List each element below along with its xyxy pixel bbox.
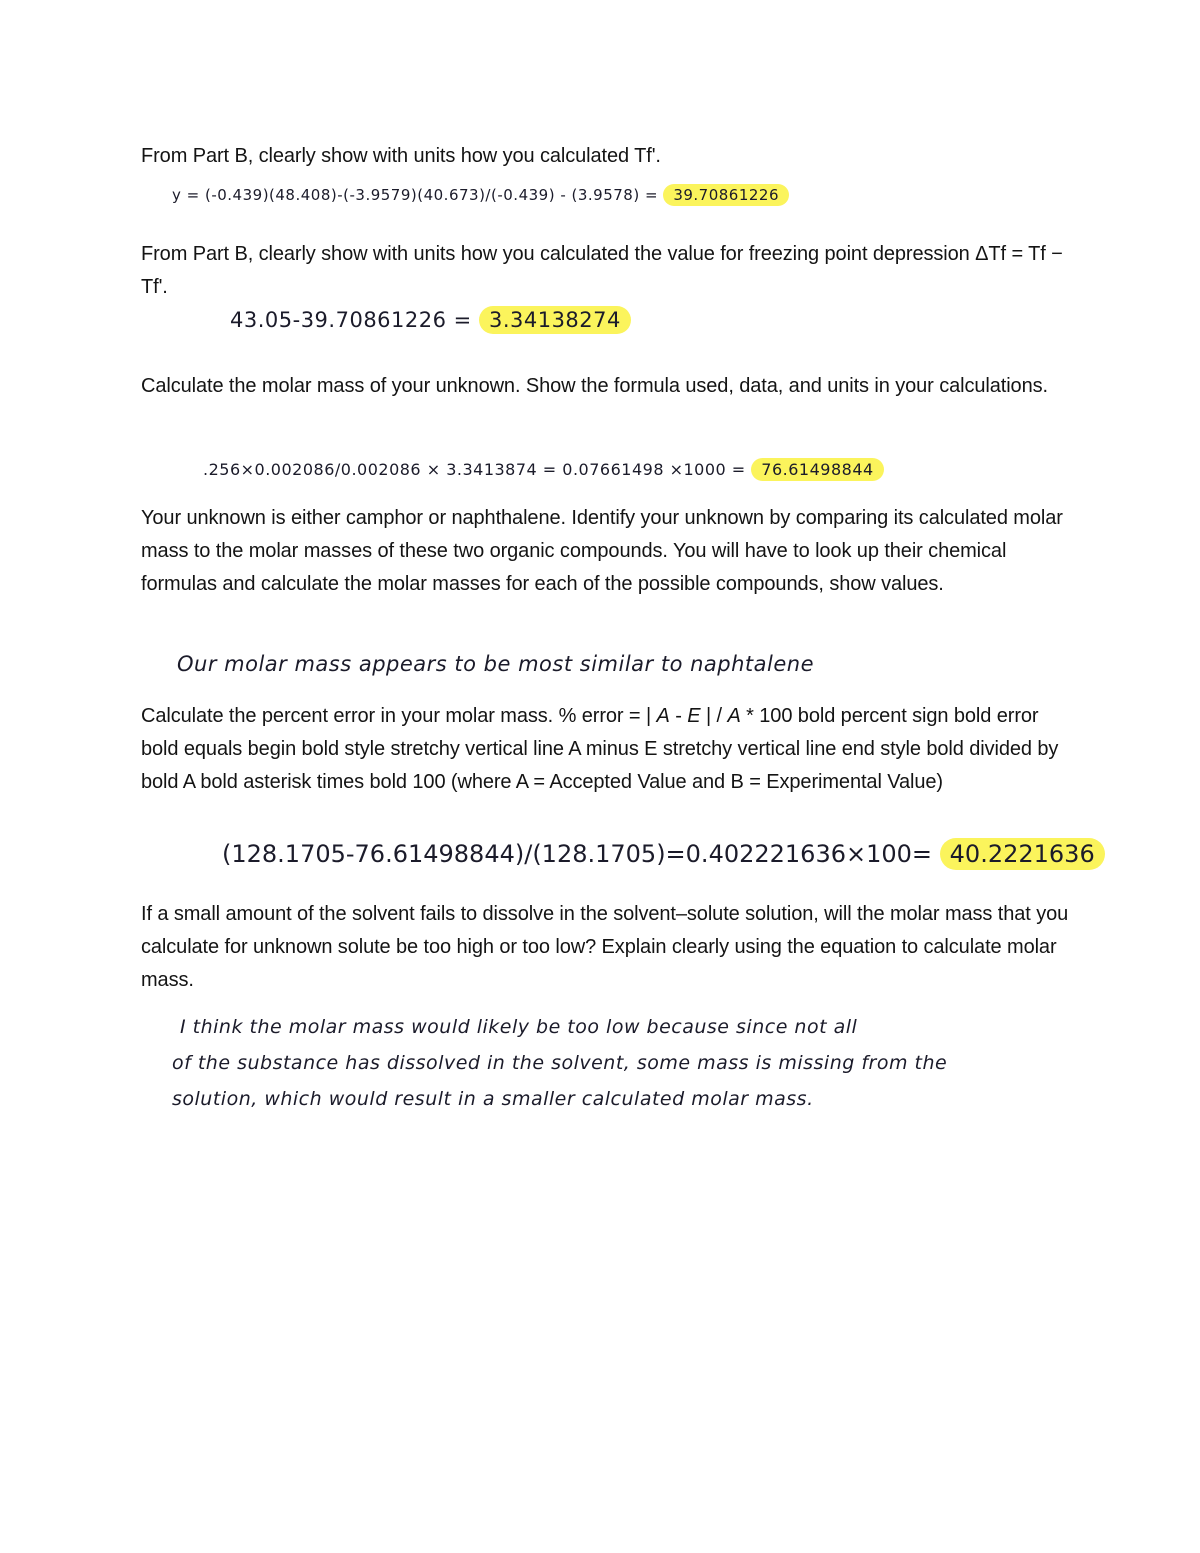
answer-5-result: 40.2221636	[940, 838, 1105, 870]
question-5: Calculate the percent error in your molar mass. % error = | A - E | / A * 100 bold percent sign bold error bold equals begin bold style stretchy vertical line A minus E stretchy vertical line end style bold divided by bold A bold asterisk times bold 100 (where A = Accepted Value and B = Experimental Value)	[141, 705, 1059, 793]
question-1: From Part B, clearly show with units how you calculated Tf'.	[141, 145, 661, 167]
answer-4: Our molar mass appears to be most similar to naphtalene	[177, 652, 814, 676]
question-4: Your unknown is either camphor or naphthalene. Identify your unknown by comparing its calculated molar mass to the molar masses of these two organic compounds. You will have to look up their chemical formulas and calculate the molar masses for each of the possible compounds, show values.	[141, 507, 1063, 595]
answer-3	[203, 460, 884, 479]
answer-1-expression: y = (-0.439)(48.408)-(-3.9579)(40.673)/(-0.439) - (3.9578) =	[172, 186, 659, 204]
answer-6-line-3: solution, which would result in a smaller calculated molar mass.	[172, 1088, 814, 1110]
answer-6-line-2: of the substance has dissolved in the solvent, some mass is missing from the	[172, 1052, 948, 1074]
answer-3-result: 76.61498844	[751, 458, 883, 481]
answer-2-expression: 43.05-39.70861226 =	[230, 308, 472, 332]
question-3: Calculate the molar mass of your unknown. Show the formula used, data, and units in your calculations.	[141, 375, 1048, 397]
answer-2	[230, 308, 631, 332]
question-2: From Part B, clearly show with units how you calculated the value for freezing point depression ΔTf = Tf − Tf'.	[141, 243, 1063, 298]
answer-3-expression: .256×0.002086/0.002086 × 3.3413874 = 0.07661498 ×1000 =	[203, 460, 746, 479]
answer-6-line-1: I think the molar mass would likely be too low because since not all	[180, 1016, 858, 1038]
answer-5	[222, 840, 1105, 868]
answer-1	[172, 186, 789, 204]
question-6: If a small amount of the solvent fails to dissolve in the solvent–solute solution, will the molar mass that you calculate for unknown solute be too high or too low? Explain clearly using the equation to calculate molar mass.	[141, 903, 1069, 991]
answer-5-expression: (128.1705-76.61498844)/(128.1705)=0.402221636×100=	[222, 840, 933, 868]
answer-2-result: 3.34138274	[479, 306, 631, 334]
answer-1-result: 39.70861226	[663, 184, 789, 206]
